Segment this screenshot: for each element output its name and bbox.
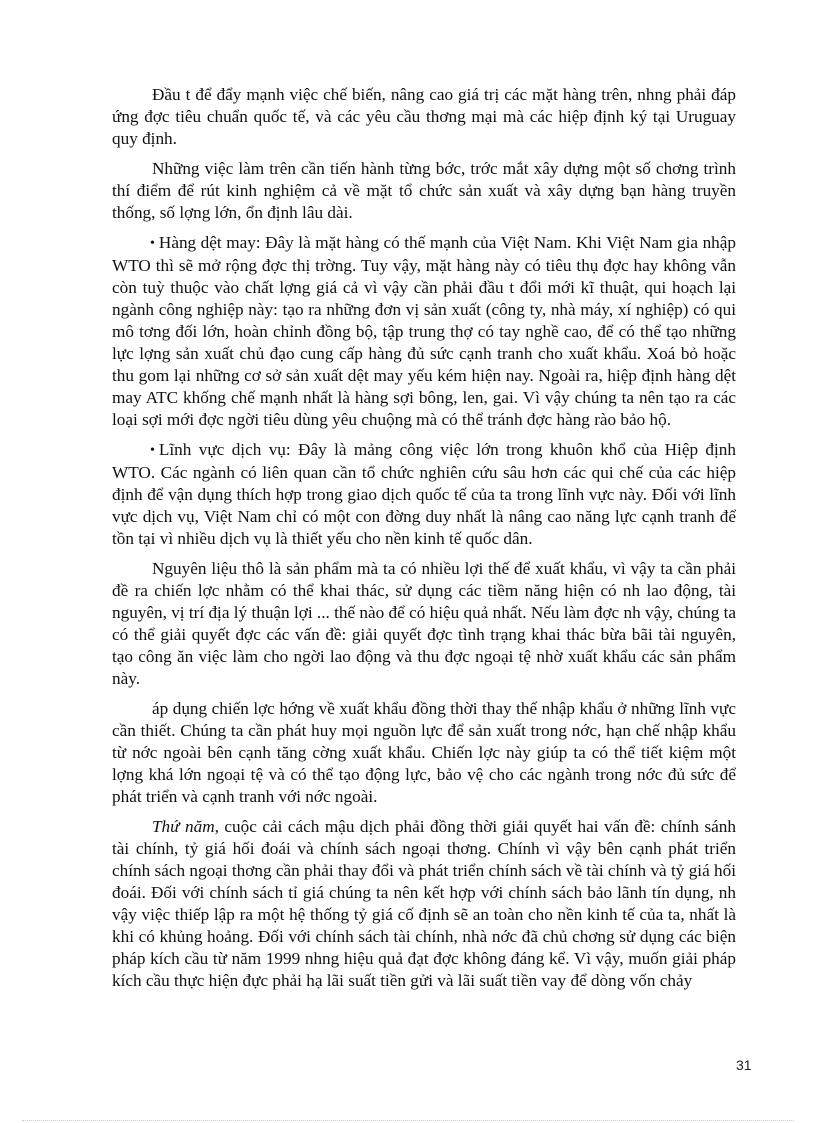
- bullet-icon: •: [150, 236, 155, 251]
- bullet-paragraph-services: [112, 439, 736, 550]
- paragraph-fifth-text: , cuộc cải cách mậu dịch phải đồng thời giải quyết hai vấn đề: chính sánh tài chính, tỷ giá hối đoái và chính sách ngoại thơng. Chính vì vậy bên cạnh phát triển chính sách ngoại thơng cần phải thay đổi và phát triển chính sách về tài chính và tỷ giá hối đoái. Đối với chính sách tỉ giá chúng ta nên kết hợp với chính sách bảo lãnh tín dụng, nh vậy việc thiếp lập ra một hệ thống tỷ giá cố định sẽ an toàn cho nền kinh tế của ta, nhất là khi có khủng hoảng. Đối với chính sách tài chính, nhà nớc đã chủ chơng sử dụng các biện pháp kích cầu từ năm 1999 nhng hiệu quả đạt đợc không đáng kể. Vì vậy, muốn giải pháp kích cầu thực hiện đực phải hạ lãi suất tiền gửi và lãi suất tiền vay để dòng vốn chảy: [112, 817, 736, 990]
- bullet-text-textiles: Hàng dệt may: Đây là mặt hàng có thế mạnh của Việt Nam. Khi Việt Nam gia nhập WTO thì sẽ mở rộng đợc thị trờng. Tuy vậy, mặt hàng này có tiêu thụ đợc hay không vẫn còn tuỳ thuộc vào chất lợng giá cả vì vậy cần phải đầu t đổi mới kĩ thuật, qui hoạch lại ngành công nghiệp này: tạo ra những đơn vị sản xuất (công ty, nhà máy, xí nghiệp) có qui mô tơng đối lớn, hoàn chỉnh đồng bộ, tập trung thợ có tay nghề cao, để có thể tạo những lực lợng sản xuất chủ đạo cung cấp hàng đủ sức cạnh tranh cho xuất khẩu. Xoá bỏ hoặc thu gom lại những cơ sở sản xuất dệt may yếu kém hiện nay. Ngoài ra, hiệp định hàng dệt may ATC khống chế mạnh nhất là hàng sợi bông, len, gai. Vì vậy chúng ta nên tạo ra các loại sợi mới đợc ngời tiêu dùng yêu chuộng mà có thể tránh đợc hàng rào bảo hộ.: [112, 233, 736, 429]
- paragraph-export-strategy: áp dụng chiến lợc hớng về xuất khẩu đồng thời thay thế nhập khẩu ở những lĩnh vực cần thiết. Chúng ta cần phát huy mọi nguồn lực để sản xuất trong nớc, hạn chế nhập khẩu từ nớc ngoài bên cạnh tăng cờng xuất khẩu. Chiến lợc này giúp ta có thể tiết kiệm một lợng khá lớn ngoại tệ và có thể tạo động lực, bảo vệ cho các ngành trong nớc đủ sức để phát triển và cạnh tranh với nớc ngoài.: [112, 699, 736, 806]
- page-number: 31: [736, 1057, 752, 1073]
- paragraph-raw-materials: Nguyên liệu thô là sản phẩm mà ta có nhiều lợi thế để xuất khẩu, vì vậy ta cần phải đề ra chiến lợc nhằm có thể khai thác, sử dụng các tiềm năng hiện có nh lao động, tài nguyên, vị trí địa lý thuận lợi ... thế nào để có hiệu quả nhất. Nếu làm đợc nh vậy, chúng ta có thể giải quyết đợc các vấn đề: giải quyết đợc tình trạng khai thác bừa bãi tài nguyên, tạo công ăn việc làm cho ngời lao động và thu đợc ngoại tệ nhờ xuất khẩu các sản phẩm này.: [112, 559, 736, 688]
- bullet-icon: •: [150, 443, 155, 458]
- paragraph-fifth-trade-reform: [112, 816, 736, 992]
- bullet-text-services: Lĩnh vực dịch vụ: Đây là mảng công việc lớn trong khuôn khổ của Hiệp định WTO. Các ngành có liên quan cần tổ chức nghiên cứu sâu hơn các qui chế của các hiệp định để vận dụng thích hợp trong giao dịch quốc tế của ta trong lĩnh vực này. Đối với lĩnh vực dịch vụ, Việt Nam chỉ có một con đờng duy nhất là nâng cao năng lực cạnh tranh để tồn tại vì nhiều dịch vụ là thiết yếu cho nền kinh tế quốc dân.: [112, 440, 736, 548]
- bullet-paragraph-textiles: [112, 232, 736, 431]
- paragraph-processing-investment: Đầu t để đẩy mạnh việc chế biến, nâng cao giá trị các mặt hàng trên, nhng phải đáp ứng đợc tiêu chuẩn quốc tế, và các yêu cầu thơng mại mà các hiệp định ký tại Uruguay quy định.: [112, 85, 736, 148]
- italic-lead-fifth: Thứ năm: [152, 817, 215, 836]
- paragraph-pilot-programs: Những việc làm trên cần tiến hành từng bớc, trớc mắt xây dựng một số chơng trình thí điểm để rút kinh nghiệm cả về mặt tổ chức sản xuất và xây dựng bạn hàng truyền thống, số lợng lớn, ổn định lâu dài.: [112, 159, 736, 222]
- page-bottom-divider: [22, 1120, 794, 1121]
- document-body: [112, 84, 736, 1000]
